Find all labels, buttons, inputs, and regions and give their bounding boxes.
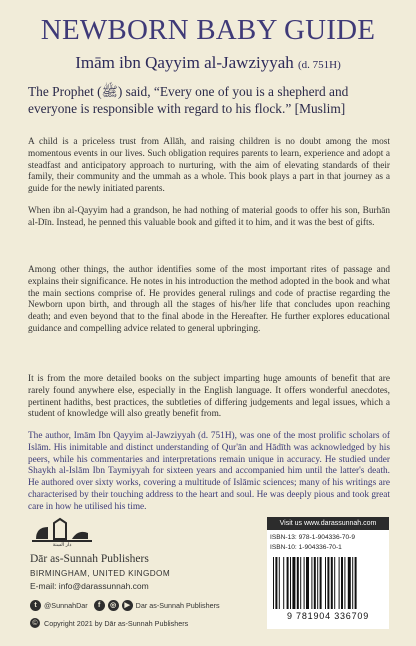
barcode-bar	[334, 557, 335, 609]
youtube-icon[interactable]: ▶	[122, 600, 133, 611]
barcode-bar	[327, 557, 329, 609]
barcode-bar	[314, 557, 316, 609]
isbn-13: ISBN-13: 978-1-904336-70-9	[270, 534, 356, 541]
barcode-bar	[348, 557, 351, 609]
barcode-bar	[304, 557, 305, 609]
author-name: Imām ibn Qayyim al-Jawziyyah	[75, 53, 294, 72]
barcode-bar	[297, 557, 299, 609]
barcode-bar	[325, 557, 326, 609]
barcode-bar	[300, 557, 301, 609]
website-banner[interactable]: Visit us www.darassunnah.com	[267, 517, 389, 530]
author-bio-paragraph: The author, Imām Ibn Qayyim al-Jawziyyah (d. 751H), was one of the most prolific scholars of Islām. His inimitable and distinct understanding of Qur'ān and Hādīth was acknowledged by his peers, while his commentaries and interpretations remain unique in accuracy. He studied under Shaykh al-Islām Ibn Taymiyyah for sixteen years and accompanied him until the latter's death. He authored over sixty works, covering a multitude of Islāmic sciences; many of his writings are characterised by their touching address to the heart and soul. He was deeply pious and took great care in how he utilised his time.	[28, 431, 390, 512]
barcode-bar	[287, 557, 289, 609]
publisher-email[interactable]: E-mail: info@darassunnah.com	[30, 581, 149, 591]
barcode-bar	[273, 557, 274, 609]
author-date: (d. 751H)	[298, 59, 341, 71]
twitter-icon[interactable]: t	[30, 600, 41, 611]
logo-text: دار السنة	[52, 543, 72, 547]
barcode-bar	[320, 557, 322, 609]
copyright-text: Copyright 2021 by Dār as-Sunnah Publishers	[44, 618, 189, 628]
twitter-handle[interactable]: @SunnahDar	[44, 600, 88, 610]
barcode-bar	[279, 557, 280, 609]
book-title: NEWBORN BABY GUIDE	[40, 14, 376, 46]
facebook-icon[interactable]: f	[94, 600, 105, 611]
publisher-city: BIRMINGHAM, UNITED KINGDOM	[30, 569, 171, 578]
barcode-bar	[275, 557, 277, 609]
barcode-bar	[306, 557, 309, 609]
publisher-name: Dār as-Sunnah Publishers	[30, 553, 149, 565]
blurb-paragraph: When ibn al-Qayyim had a grandson, he had nothing of material goods to offer his son, Burhān al-Dīn. Instead, he penned this valuable book and gifted it to him, and it was the best of gifts.	[28, 206, 390, 228]
barcode-bar	[355, 557, 357, 609]
barcode-bar	[352, 557, 353, 609]
social-links	[30, 598, 220, 612]
author-line	[0, 53, 416, 73]
blurb-paragraph: It is from the more detailed books on the subject imparting huge amounts of benefit that are rarely found anywhere else, especially in the English language. It offers wonderful anecdotes, pertinent hadiths, best practices, the subtleties of differing judgements and legal issues, which a student of knowledge will also greatly benefit from.	[28, 374, 390, 420]
copyright-line	[30, 618, 188, 628]
barcode-bar	[311, 557, 312, 609]
barcode-bar	[341, 557, 343, 609]
isbn-10: ISBN-10: 1-904336-70-1	[270, 544, 342, 551]
barcode-bar	[283, 557, 284, 609]
copyright-icon: ©	[30, 618, 40, 628]
barcode	[273, 557, 383, 609]
publisher-logo	[30, 517, 94, 547]
barcode-bar	[290, 557, 291, 609]
blurb-paragraph: Among other things, the author identifies some of the most important rites of passage and explains their significance. He notes in his introduction the method adopted in the book and what the main sections comprise of. He provides general rulings and code of practise regarding the Newborn upon birth, and through all the stages of his/her life that concludes upon reaching death; and even beyond that to the final abode in the Hereafter. He further explores educational guidance and compelling advice related to general upbringing.	[28, 265, 390, 334]
blurb-paragraph: A child is a priceless trust from Allāh, and raising children is no doubt among the most momentous events in our lives. Such obligation requires parents to learn, experience and adopt a steadfast and anticipatory approach to nurturing, with the aim of elevating standards of their family, their community and the ummah as a whole. This book plays a part in that journey as a guide for the newly initiated parents.	[28, 137, 390, 195]
barcode-bar	[339, 557, 340, 609]
barcode-digits: 9 781904 336709	[286, 611, 370, 621]
barcode-bar	[344, 557, 345, 609]
instagram-icon[interactable]: ◎	[108, 600, 119, 611]
barcode-bar	[292, 557, 295, 609]
barcode-panel	[267, 517, 389, 629]
barcode-bar	[317, 557, 318, 609]
hadith-quote: The Prophet (ﷺ) said, “Every one of you is a shepherd and everyone is responsible with regard to his flock.” [Muslim]	[28, 84, 349, 116]
facebook-page-label[interactable]: Dar as-Sunnah Publishers	[135, 600, 220, 610]
barcode-bar	[331, 557, 333, 609]
